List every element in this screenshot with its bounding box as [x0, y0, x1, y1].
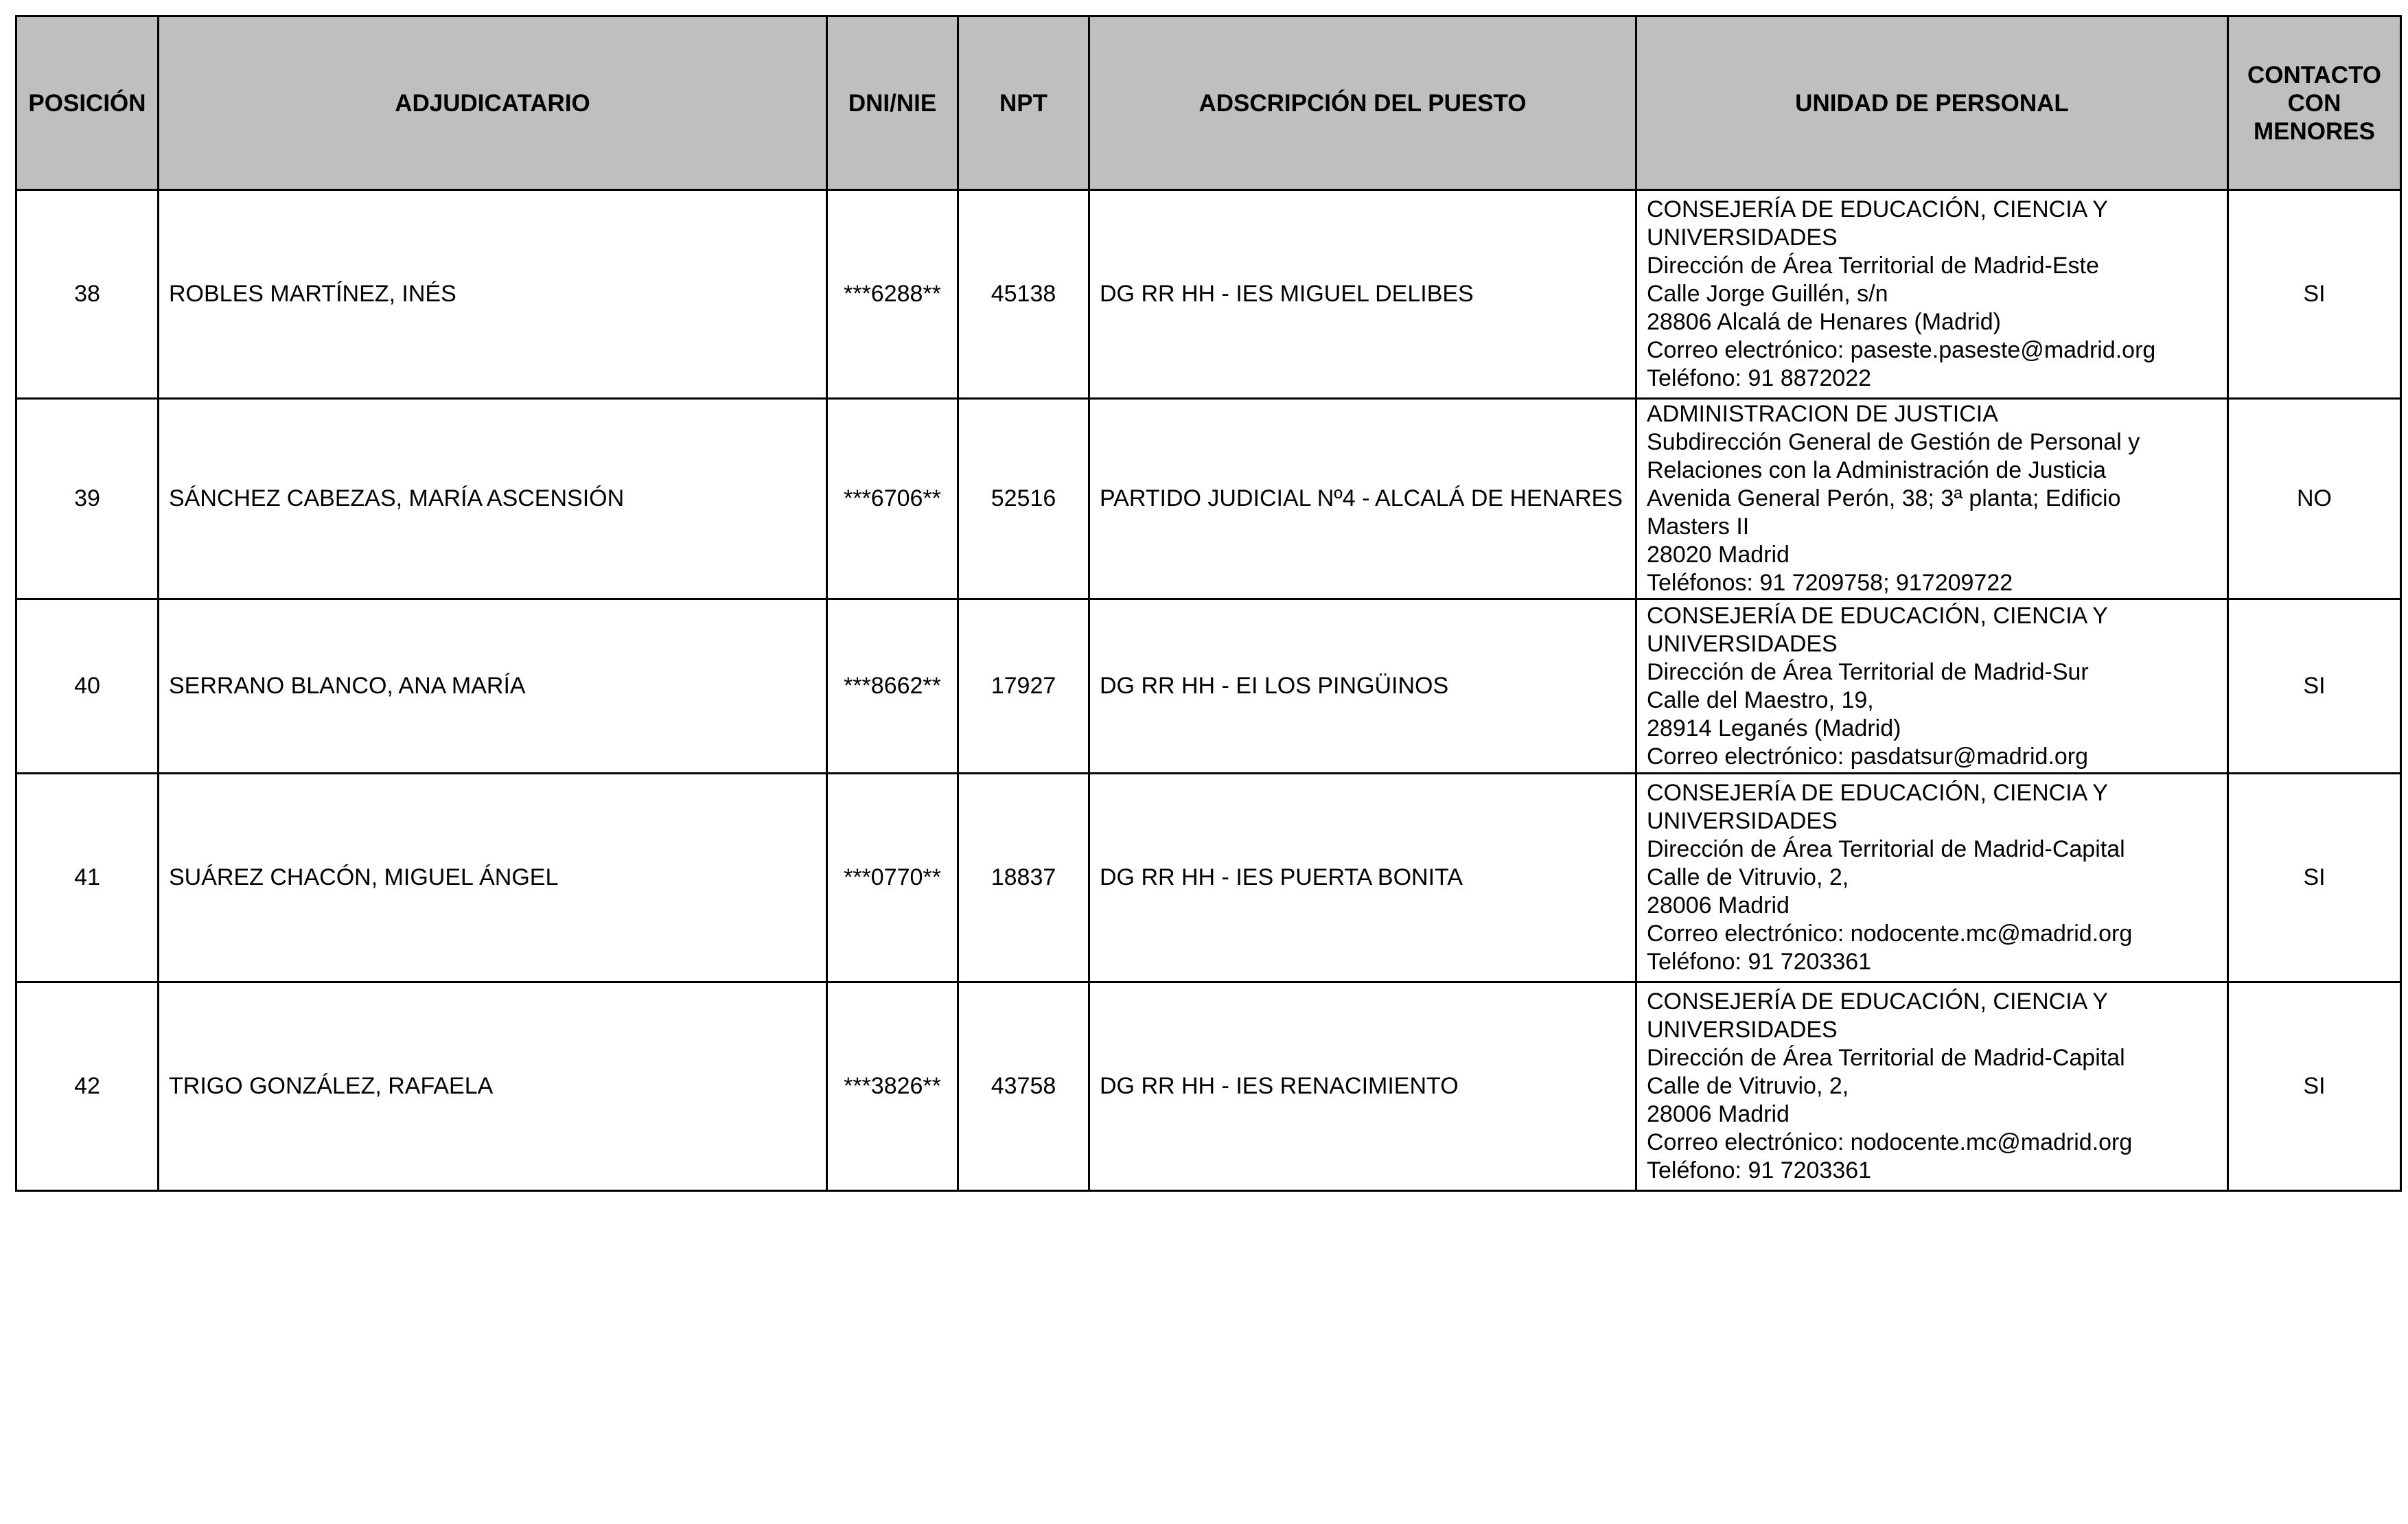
cell-contacto: SI	[2228, 190, 2401, 399]
cell-dni: ***3826**	[827, 982, 958, 1191]
cell-npt: 43758	[958, 982, 1089, 1191]
unidad-line: 28806 Alcalá de Henares (Madrid)	[1647, 309, 2001, 335]
unidad-line: Calle Jorge Guillén, s/n	[1647, 281, 1888, 307]
unidad-line: Teléfono: 91 7203361	[1647, 949, 1872, 975]
cell-posicion: 40	[16, 599, 159, 774]
unidad-line: 28020 Madrid	[1647, 542, 1790, 568]
table-row	[16, 399, 2401, 599]
cell-unidad	[1636, 190, 2228, 399]
unidad-line: Subdirección General de Gestión de Personal y	[1647, 429, 2140, 455]
cell-contacto: SI	[2228, 982, 2401, 1191]
unidad-line: Avenida General Perón, 38; 3ª planta; Edificio	[1647, 485, 2121, 511]
cell-npt: 17927	[958, 599, 1089, 774]
cell-adjudicatario: SÁNCHEZ CABEZAS, MARÍA ASCENSIÓN	[159, 399, 827, 599]
cell-dni: ***6288**	[827, 190, 958, 399]
header-adscripcion: ADSCRIPCIÓN DEL PUESTO	[1089, 16, 1636, 190]
unidad-line: Correo electrónico: nodocente.mc@madrid.org	[1647, 1129, 2133, 1155]
unidad-line: Correo electrónico: paseste.paseste@madrid.org	[1647, 337, 2156, 363]
cell-contacto: SI	[2228, 599, 2401, 774]
cell-npt: 45138	[958, 190, 1089, 399]
unidad-line: Teléfonos: 91 7209758; 917209722	[1647, 570, 2013, 596]
header-contacto-line: CONTACTO	[2247, 61, 2382, 89]
unidad-line: Calle del Maestro, 19,	[1647, 686, 1874, 713]
table-header-row	[16, 16, 2401, 190]
cell-adscripcion: DG RR HH - IES MIGUEL DELIBES	[1089, 190, 1636, 399]
unidad-line: Teléfono: 91 8872022	[1647, 365, 1872, 391]
unidad-line: 28914 Leganés (Madrid)	[1647, 715, 1901, 741]
header-dni: DNI/NIE	[827, 16, 958, 190]
unidad-line: Dirección de Área Territorial de Madrid-Capital	[1647, 836, 2125, 862]
cell-adscripcion: PARTIDO JUDICIAL Nº4 - ALCALÁ DE HENARES	[1089, 399, 1636, 599]
header-adjudicatario: ADJUDICATARIO	[159, 16, 827, 190]
unidad-line: CONSEJERÍA DE EDUCACIÓN, CIENCIA Y	[1647, 602, 2108, 629]
unidad-line: Calle de Vitruvio, 2,	[1647, 1073, 1849, 1099]
cell-adjudicatario: SUÁREZ CHACÓN, MIGUEL ÁNGEL	[159, 774, 827, 982]
table-row	[16, 982, 2401, 1191]
header-unidad: UNIDAD DE PERSONAL	[1636, 16, 2228, 190]
cell-adjudicatario: TRIGO GONZÁLEZ, RAFAELA	[159, 982, 827, 1191]
unidad-line: Masters II	[1647, 513, 1750, 540]
unidad-line: 28006 Madrid	[1647, 892, 1790, 919]
unidad-line: Calle de Vitruvio, 2,	[1647, 864, 1849, 890]
header-contacto-line: CON	[2287, 89, 2341, 117]
cell-adjudicatario: SERRANO BLANCO, ANA MARÍA	[159, 599, 827, 774]
unidad-line: Correo electrónico: pasdatsur@madrid.org	[1647, 743, 2089, 770]
header-npt: NPT	[958, 16, 1089, 190]
cell-contacto: NO	[2228, 399, 2401, 599]
cell-posicion: 39	[16, 399, 159, 599]
unidad-line: CONSEJERÍA DE EDUCACIÓN, CIENCIA Y	[1647, 196, 2108, 222]
document-page	[15, 15, 2400, 1192]
cell-posicion: 41	[16, 774, 159, 982]
table-row	[16, 190, 2401, 399]
unidad-line: Teléfono: 91 7203361	[1647, 1157, 1872, 1184]
header-contacto-line: MENORES	[2254, 117, 2375, 145]
cell-adscripcion: DG RR HH - IES RENACIMIENTO	[1089, 982, 1636, 1191]
cell-posicion: 38	[16, 190, 159, 399]
unidad-line: Dirección de Área Territorial de Madrid-Este	[1647, 253, 2099, 279]
cell-npt: 52516	[958, 399, 1089, 599]
unidad-line: CONSEJERÍA DE EDUCACIÓN, CIENCIA Y	[1647, 989, 2108, 1015]
unidad-line: UNIVERSIDADES	[1647, 808, 1838, 834]
cell-adscripcion: DG RR HH - IES PUERTA BONITA	[1089, 774, 1636, 982]
adjudication-table	[15, 15, 2402, 1192]
unidad-line: Dirección de Área Territorial de Madrid-Capital	[1647, 1045, 2125, 1071]
header-contacto	[2228, 16, 2401, 190]
cell-dni: ***8662**	[827, 599, 958, 774]
unidad-line: CONSEJERÍA DE EDUCACIÓN, CIENCIA Y	[1647, 780, 2108, 806]
cell-posicion: 42	[16, 982, 159, 1191]
table-row	[16, 774, 2401, 982]
cell-unidad	[1636, 982, 2228, 1191]
unidad-line: Dirección de Área Territorial de Madrid-Sur	[1647, 658, 2089, 685]
unidad-line: UNIVERSIDADES	[1647, 1017, 1838, 1043]
cell-adjudicatario: ROBLES MARTÍNEZ, INÉS	[159, 190, 827, 399]
header-posicion: POSICIÓN	[16, 16, 159, 190]
cell-unidad	[1636, 599, 2228, 774]
unidad-line: Relaciones con la Administración de Justicia	[1647, 457, 2107, 483]
unidad-line: ADMINISTRACION DE JUSTICIA	[1647, 401, 1998, 427]
cell-dni: ***0770**	[827, 774, 958, 982]
cell-contacto: SI	[2228, 774, 2401, 982]
unidad-line: Correo electrónico: nodocente.mc@madrid.org	[1647, 921, 2133, 947]
cell-unidad	[1636, 399, 2228, 599]
cell-adscripcion: DG RR HH - EI LOS PINGÜINOS	[1089, 599, 1636, 774]
unidad-line: 28006 Madrid	[1647, 1101, 1790, 1127]
unidad-line: UNIVERSIDADES	[1647, 630, 1838, 657]
cell-dni: ***6706**	[827, 399, 958, 599]
cell-npt: 18837	[958, 774, 1089, 982]
cell-unidad	[1636, 774, 2228, 982]
unidad-line: UNIVERSIDADES	[1647, 224, 1838, 251]
table-row	[16, 599, 2401, 774]
